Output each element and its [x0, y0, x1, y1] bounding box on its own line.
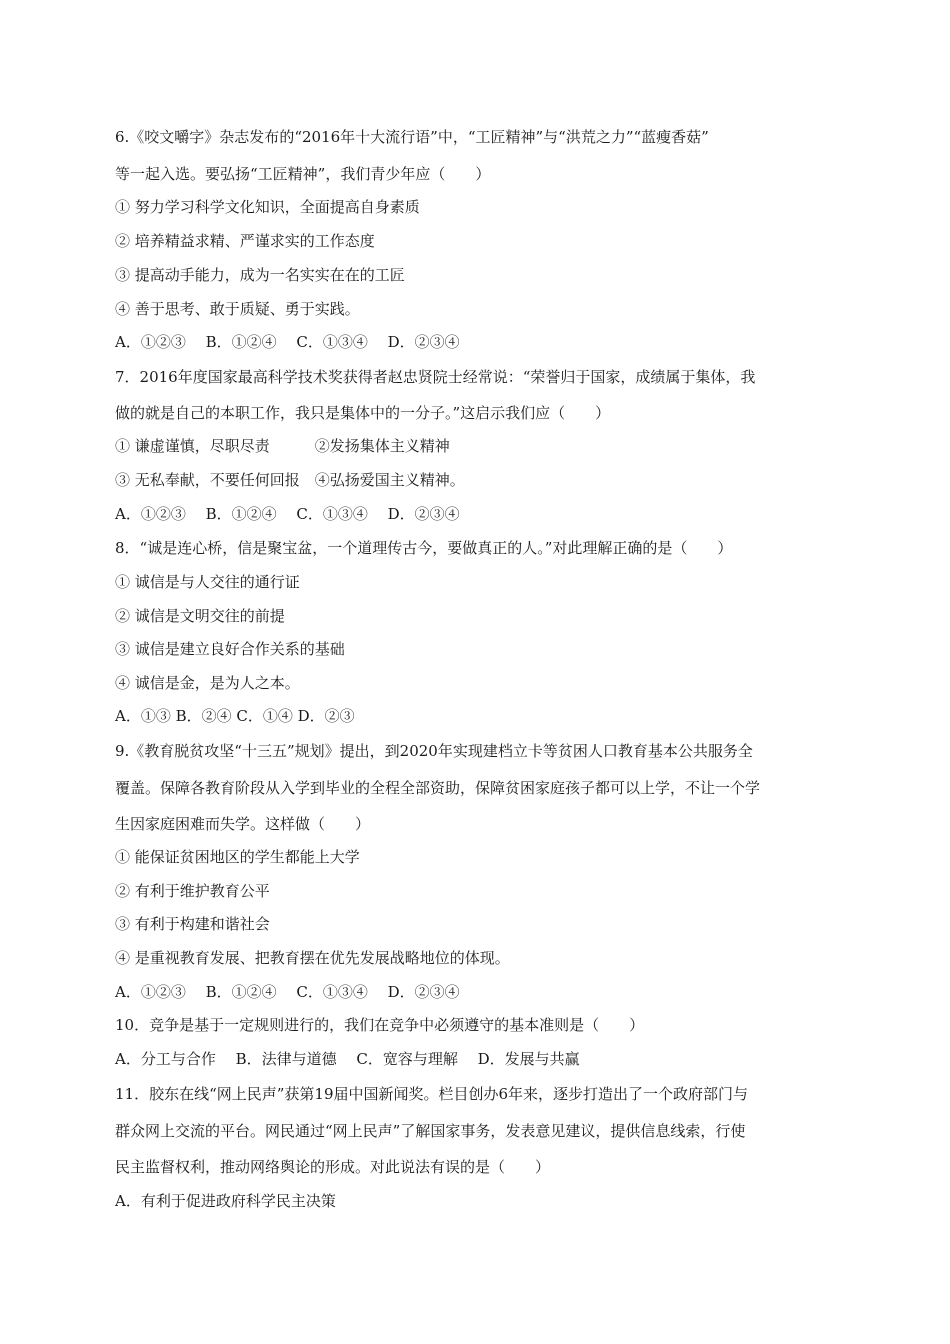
question-9-stem-line-2: 覆盖。保障各教育阶段从入学到毕业的全程全部资助，保障贫困家庭孩子都可以上学，不让一个学 [115, 779, 761, 797]
question-7-stem-line-2: 做的就是自己的本职工作，我只是集体中的一分子。”这启示我们应（ ） [115, 404, 611, 422]
question-7-options: A．①②③ B．①②④ C．①③④ D．②③④ [115, 505, 460, 523]
question-9-options: A．①②③ B．①②④ C．①③④ D．②③④ [115, 983, 460, 1001]
question-8-stem-line-1: 8．“诚是连心桥，信是聚宝盆，一个道理传古今，要做真正的人。”对此理解正确的是（ ） [115, 539, 733, 557]
question-9-item-2: ② 有利于维护教育公平 [115, 882, 270, 900]
question-11-stem-line-2: 群众网上交流的平台。网民通过“网上民声”了解国家事务，发表意见建议，提供信息线索，行使 [115, 1122, 746, 1140]
question-6-stem-line-1: 6.《咬文嚼字》杂志发布的“2016年十大流行语”中，“工匠精神”与“洪荒之力”“蓝瘦香菇” [115, 128, 709, 146]
question-9-item-1: ① 能保证贫困地区的学生都能上大学 [115, 848, 360, 866]
question-6-options: A．①②③ B．①②④ C．①③④ D．②③④ [115, 333, 460, 351]
question-7-stem-line-1: 7．2016年度国家最高科学技术奖获得者赵忠贤院士经常说：“荣誉归于国家，成绩属于集体，我 [115, 368, 756, 386]
question-8-item-3: ③ 诚信是建立良好合作关系的基础 [115, 640, 345, 658]
question-7-item-2: ③ 无私奉献，不要任何回报 ④弘扬爱国主义精神。 [115, 471, 465, 489]
question-11-stem-line-3: 民主监督权利，推动网络舆论的形成。对此说法有误的是（ ） [115, 1158, 551, 1176]
question-6-item-4: ④ 善于思考、敢于质疑、勇于实践。 [115, 300, 360, 318]
question-10-options: A．分工与合作 B．法律与道德 C．宽容与理解 D．发展与共赢 [115, 1050, 580, 1068]
question-8-item-1: ① 诚信是与人交往的通行证 [115, 573, 300, 591]
question-8-item-2: ② 诚信是文明交往的前提 [115, 607, 285, 625]
question-9-item-4: ④ 是重视教育发展、把教育摆在优先发展战略地位的体现。 [115, 949, 510, 967]
question-8-item-4: ④ 诚信是金，是为人之本。 [115, 674, 300, 692]
question-6-item-3: ③ 提高动手能力，成为一名实实在在的工匠 [115, 266, 405, 284]
question-9-item-3: ③ 有利于构建和谐社会 [115, 915, 270, 933]
question-7-item-1: ① 谦虚谨慎，尽职尽责 ②发扬集体主义精神 [115, 437, 450, 455]
question-11-options: A．有利于促进政府科学民主决策 [115, 1192, 336, 1210]
question-8-options: A．①③ B．②④ C．①④ D．②③ [115, 707, 355, 725]
question-9-stem-line-3: 生因家庭困难而失学。这样做（ ） [115, 815, 371, 833]
question-6-item-2: ② 培养精益求精、严谨求实的工作态度 [115, 232, 375, 250]
question-9-stem-line-1: 9.《教育脱贫攻坚“十三五”规划》提出，到2020年实现建档立卡等贫困人口教育基本公共服务全 [115, 742, 753, 760]
question-6-item-1: ① 努力学习科学文化知识，全面提高自身素质 [115, 198, 420, 216]
question-10-stem-line-1: 10．竞争是基于一定规则进行的，我们在竞争中必须遵守的基本准则是（ ） [115, 1016, 645, 1034]
question-11-stem-line-1: 11．胶东在线“网上民声”获第19届中国新闻奖。栏目创办6年来，逐步打造出了一个政府部门与 [115, 1085, 749, 1103]
question-6-stem-line-2: 等一起入选。要弘扬“工匠精神”，我们青少年应（ ） [115, 165, 491, 183]
